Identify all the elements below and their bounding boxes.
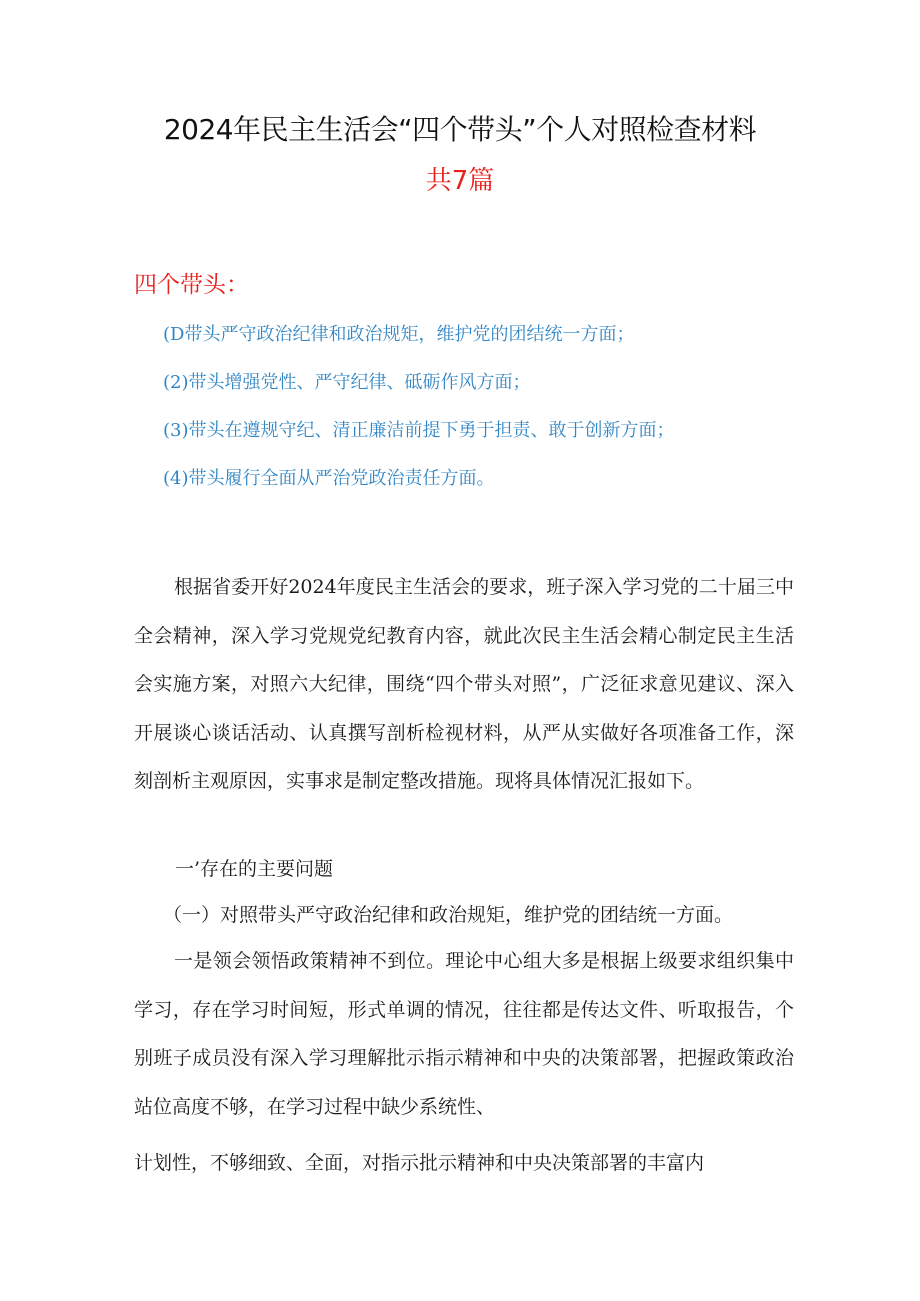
intro-paragraph: 根据省委开好2024年度民主生活会的要求，班子深入学习党的二十届三中全会精神，深入学习党规党纪教育内容，就此次民主生活会精心制定民主生活会实施方案，对照六大纪律，围绕“四个带头对照”，广泛征求意见建议、深入开展谈心谈话活动、认真撰写剖析检视材料，从严从实做好各项准备工作，深刻剖析主观原因，实事求是制定整改措施。现将具体情况汇报如下。	[134, 576, 794, 792]
leaders-list-item: (D带头严守政治纪律和政治规矩，维护党的团结统一方面；	[163, 324, 635, 345]
document-title: 2024年民主生活会“四个带头”个人对照检查材料	[163, 113, 757, 146]
leaders-list-item: (4)带头履行全面从严治党政治责任方面。	[163, 468, 495, 489]
continued-paragraph-line: 计划性，不够细致、全面，对指示批示精神和中央决策部署的丰富内	[134, 1152, 705, 1174]
heading-sub-problem-1: （一）对照带头严守政治纪律和政治规矩，维护党的团结统一方面。	[163, 904, 734, 926]
leaders-list-item: (3)带头在遵规守纪、清正廉洁前提下勇于担责、敢于创新方面；	[163, 420, 675, 441]
four-leaders-list	[163, 318, 675, 510]
problem-paragraph: 一是领会领悟政策精神不到位。理论中心组大多是根据上级要求组织集中学习，存在学习时间短，形式单调的情况，往往都是传达文件、听取报告，个别班子成员没有深入学习理解批示指示精神和中央的决策部署，把握政策政治站位高度不够，在学习过程中缺少系统性、	[134, 950, 794, 1118]
heading-main-problems: 一’存在的主要问题	[175, 858, 334, 880]
leaders-list-item: (2)带头增强党性、严守纪律、砥砺作风方面；	[163, 372, 531, 393]
section-heading-four-leaders: 四个带头：	[134, 272, 249, 298]
document-subtitle: 共7篇	[425, 166, 495, 196]
